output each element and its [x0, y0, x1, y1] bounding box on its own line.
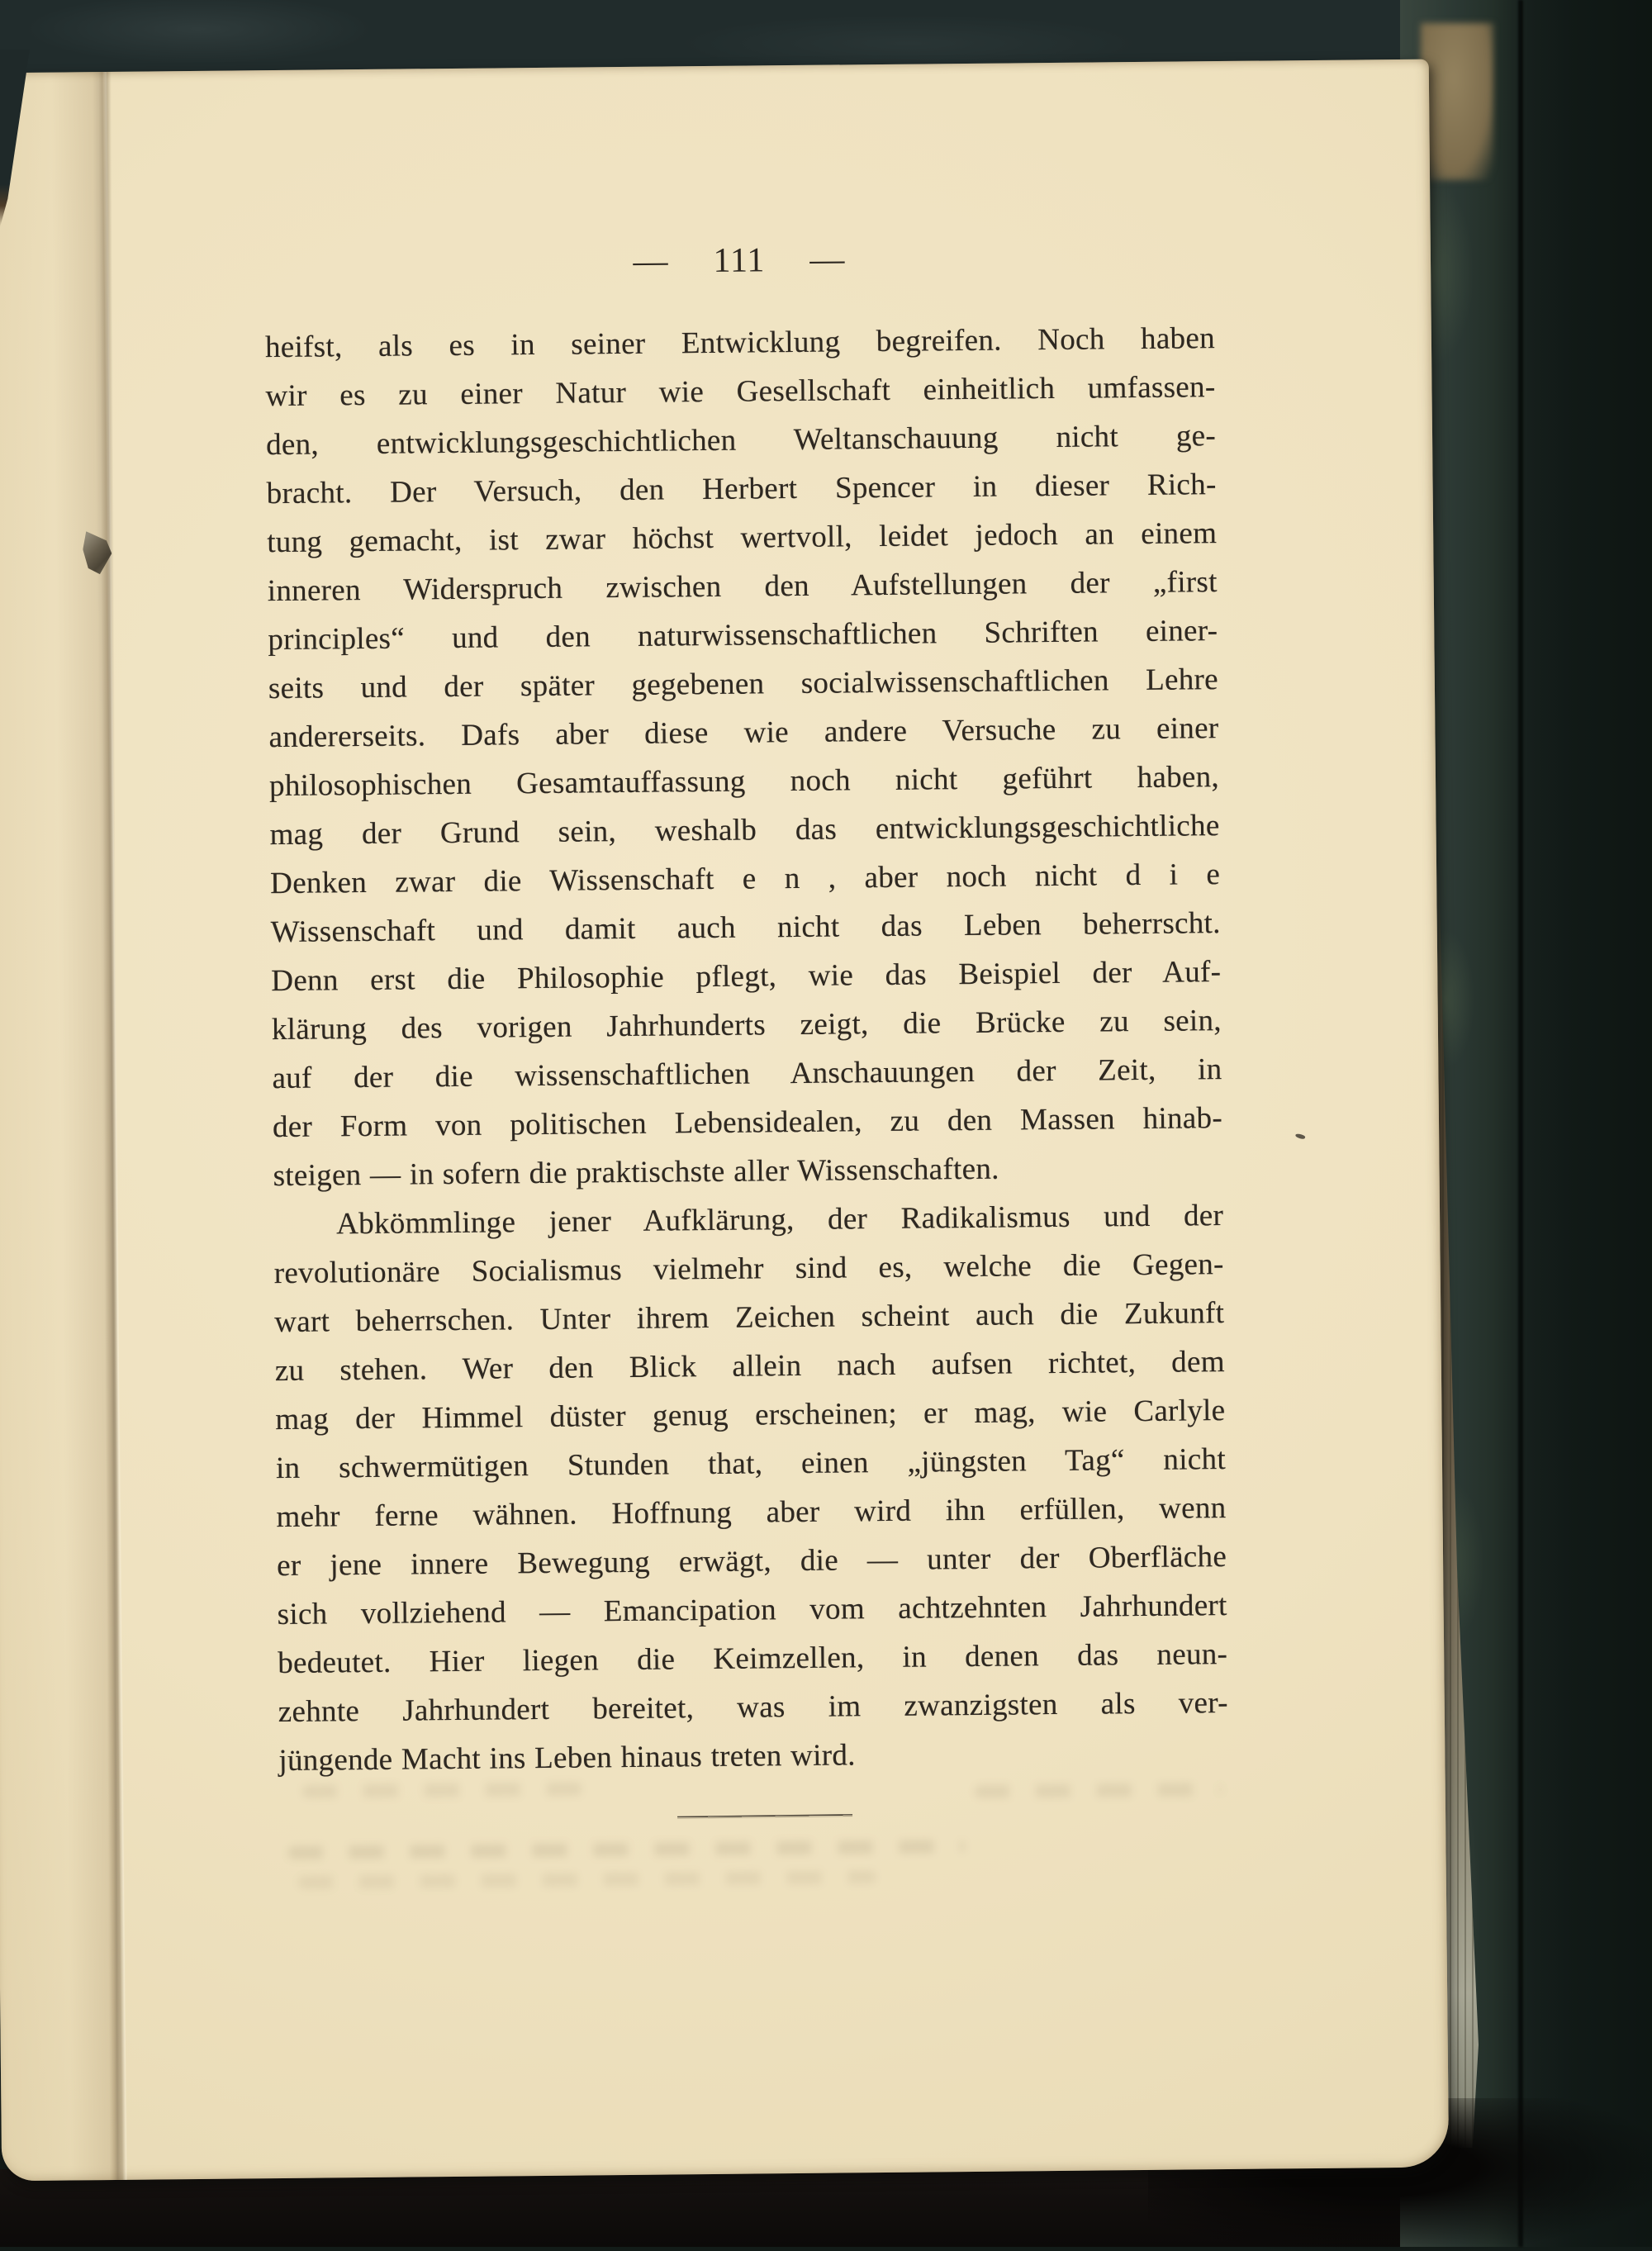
section-divider-rule	[677, 1814, 852, 1819]
header-dash-right: —	[809, 240, 846, 279]
text-line: mag der Grund sein, weshalb das entwicklungsgeschichtliche	[269, 809, 1220, 852]
text-line: revolutionäre Socialismus vielmehr sind es, welche die Gegen-	[273, 1247, 1224, 1291]
text-line: wir es zu einer Natur wie Gesellschaft einheitlich umfassen-	[265, 370, 1216, 414]
background-right-shadow	[1528, 0, 1652, 2247]
text-line: Abkömmlinge jener Aufklärung, der Radikalismus und der	[335, 1199, 1224, 1242]
text-line: philosophischen Gesamtauffassung noch nicht geführt haben,	[268, 760, 1220, 804]
text-line: der Form von politischen Lebensidealen, zu den Massen hinab-	[272, 1101, 1223, 1145]
text-line: jüngende Macht ins Leben hinaus treten wird.	[278, 1738, 856, 1778]
text-block	[265, 314, 1229, 1785]
text-line: zu stehen. Wer den Blick allein nach aufsen richtet, dem	[274, 1345, 1225, 1389]
text-line: principles“ und den naturwissenschaftlichen Schriften einer-	[268, 614, 1218, 658]
bleedthrough-smudge	[298, 1870, 876, 1889]
text-line: sich vollziehend — Emancipation vom achtzehnten Jahrhundert	[277, 1589, 1227, 1632]
book-cover-seam	[1518, 0, 1523, 2247]
text-line: andererseits. Dafs aber diese wie andere Versuche zu einer	[268, 711, 1219, 755]
text-line: klärung des vorigen Jahrhunderts zeigt, die Brücke zu sein,	[271, 1004, 1222, 1047]
text-line: Wissenschaft und damit auch nicht das Leben beherrscht.	[270, 906, 1221, 950]
text-line: Denken zwar die Wissenschaft e n , aber noch nicht d i e	[269, 857, 1221, 901]
text-line: tung gemacht, ist zwar höchst wertvoll, leidet jedoch an einem	[267, 516, 1218, 560]
text-line: auf der die wissenschaftlichen Anschauungen der Zeit, in	[272, 1052, 1222, 1096]
ink-speck	[1295, 1133, 1306, 1139]
text-line: seits und der später gegebenen socialwissenschaftlichen Lehre	[268, 662, 1219, 706]
text-line: mag der Himmel düster genug erscheinen; er mag, wie Carlyle	[275, 1394, 1226, 1437]
text-line: steigen — in sofern die praktischste aller Wissenschaften.	[273, 1152, 999, 1194]
bleedthrough-smudge	[975, 1783, 1222, 1798]
text-line: heifst, als es in seiner Entwicklung begreifen. Noch haben	[264, 321, 1216, 365]
page-header	[264, 235, 1214, 287]
text-line: Denn erst die Philosophie pflegt, wie das Beispiel der Auf-	[271, 955, 1222, 999]
bleedthrough-smudge	[287, 1840, 965, 1859]
text-line: bedeutet. Hier liegen die Keimzellen, in denen das neun-	[278, 1637, 1228, 1681]
header-dash-left: —	[633, 242, 669, 281]
text-line: mehr ferne wähnen. Hoffnung aber wird ihn erfüllen, wenn	[276, 1491, 1227, 1535]
text-line: den, entwicklungsgeschichtlichen Weltanschauung nicht ge-	[265, 419, 1217, 463]
text-line: bracht. Der Versuch, den Herbert Spencer in dieser Rich-	[266, 468, 1217, 511]
text-line: inneren Widerspruch zwischen den Aufstellungen der „first	[267, 565, 1218, 609]
text-line: er jene innere Bewegung erwägt, die — unter der Oberfläche	[276, 1540, 1227, 1584]
text-line: wart beherrschen. Unter ihrem Zeichen scheint auch die Zukunft	[274, 1296, 1225, 1340]
book-page	[0, 59, 1449, 2182]
text-line: zehnte Jahrhundert bereitet, was im zwanzigsten als ver-	[278, 1686, 1228, 1730]
page-number: 111	[713, 241, 766, 280]
text-line: in schwermütigen Stunden that, einen „jüngsten Tag“ nicht	[275, 1442, 1227, 1486]
cover-corner-wear	[1421, 23, 1493, 180]
bleedthrough-smudge	[302, 1783, 583, 1798]
